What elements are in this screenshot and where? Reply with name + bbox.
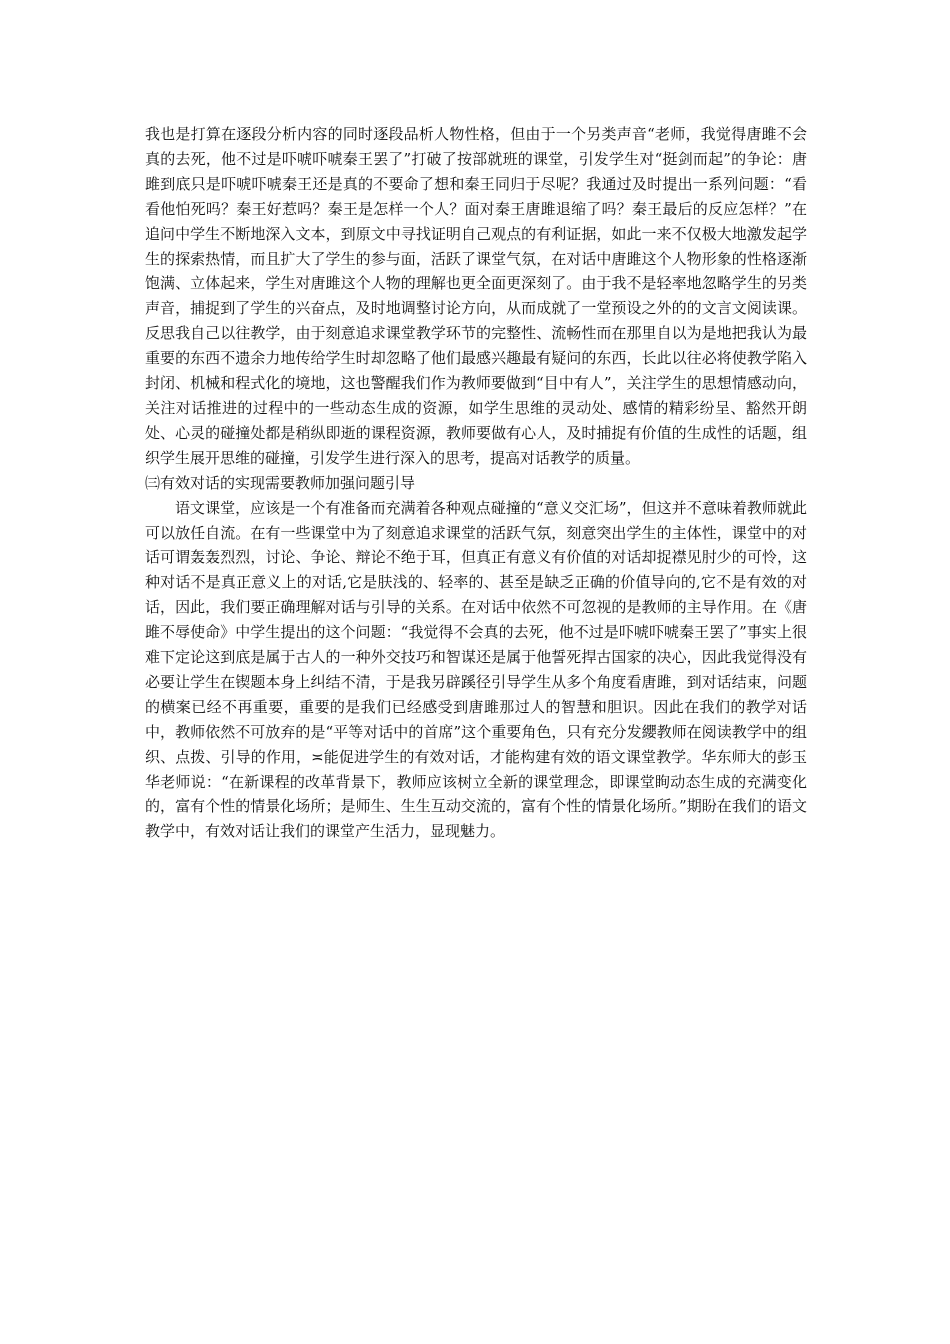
paragraph-continuation: 我也是打算在逐段分析内容的同时逐段品析人物性格，但由于一个另类声音“老师，我觉得唐雎不会真的去死，他不过是吓唬吓唬秦王罢了”打破了按部就班的课堂，引发学生对“挺剑而起”的争论：唐雎到底只是吓唬吓唬秦王还是真的不要命了想和秦王同归于尽呢？我通过及时提出一系列问题：“看看他怕死吗？秦王好惹吗？秦王是怎样一个人？面对秦王唐雎退缩了吗？秦王最后的反应怎样？”在追问中学生不断地深入文本，到原文中寻找证明自己观点的有利证据，如此一来不仅极大地激发起学生的探索热情，而且扩大了学生的参与面，活跃了课堂气氛，在对话中唐雎这个人物形象的性格逐渐饱满、立体起来，学生对唐雎这个人物的理解也更全面更深刻了。由于我不是轻率地忽略学生的另类声音，捕捉到了学生的兴奋点，及时地调整讨论方向，从而成就了一堂预设之外的的文言文阅读课。反思我自己以往教学，由于刻意追求课堂教学环节的完整性、流畅性而在那里自以为是地把我认为最重要的东西不遗余力地传给学生时却忽略了他们最感兴趣最有疑问的东西，长此以往必将使教学陷入封闭、机械和程式化的境地，这也警醒我们作为教师要做到“目中有人”，关注学生的思想情感动向，关注对话推进的过程中的一些动态生成的资源，如学生思维的灵动处、感情的精彩纷呈、豁然开朗处、心灵的碰撞处都是稍纵即逝的课程资源，教师要做有心人，及时捕捉有价值的生成性的话题，组织学生展开思维的碰撞，引发学生进行深入的思考，提高对话教学的质量。 bbox=[145, 125, 807, 467]
section-heading: ㈢有效对话的实现需要教师加强问题引导 bbox=[145, 473, 416, 492]
paragraph-body: 语文课堂，应该是一个有准备而充满着各种观点碰撞的“意义交汇场”，但这并不意味着教师就此可以放任自流。在有一些课堂中为了刻意追求课堂的活跃气氛，刻意突出学生的主体性，课堂中的对话可谓轰轰烈烈，讨论、争论、辩论不绝于耳，但真正有意义有价值的对话却捉襟见肘少的可怜，这种对话不是真正意义上的对话,它是肤浅的、轻率的、甚至是缺乏正确的价值导向的,它不是有效的对话，因此，我们要正确理解对话与引导的关系。在对话中依然不可忽视的是教师的主导作用。在《唐雎不辱使命》中学生提出的这个问题：“我觉得不会真的去死，他不过是吓唬吓唬秦王罢了”事实上很难下定论这到底是属于古人的一种外交技巧和智谋还是属于他誓死捍古国家的决心，因此我觉得没有必要让学生在锲题本身上纠结不清，于是我另辟蹊径引导学生从多个角度看唐雎，到对话结束，问题的横案已经不再重要，重要的是我们已经感受到唐雎那过人的智慧和胆识。因此在我们的教学对话中，教师依然不可放弃的是“平等对话中的首席”这个重要角色，只有充分发纓教师在阅读教学中的组织、点拨、引导的作用，≍能促进学生的有效对话，才能构建有效的语文课堂教学。华东师大的彭玉华老师说：“在新课程的改革背景下，教师应该树立全新的课堂理念，即课堂眴动态生成的充满变化的，富有个性的情景化场所；是师生、生生互动交流的，富有个性的情景化场所。”期盼在我们的语文教学中，有效对话让我们的课堂产生活力，显现魅力。 bbox=[145, 498, 807, 841]
document-body bbox=[145, 122, 807, 844]
